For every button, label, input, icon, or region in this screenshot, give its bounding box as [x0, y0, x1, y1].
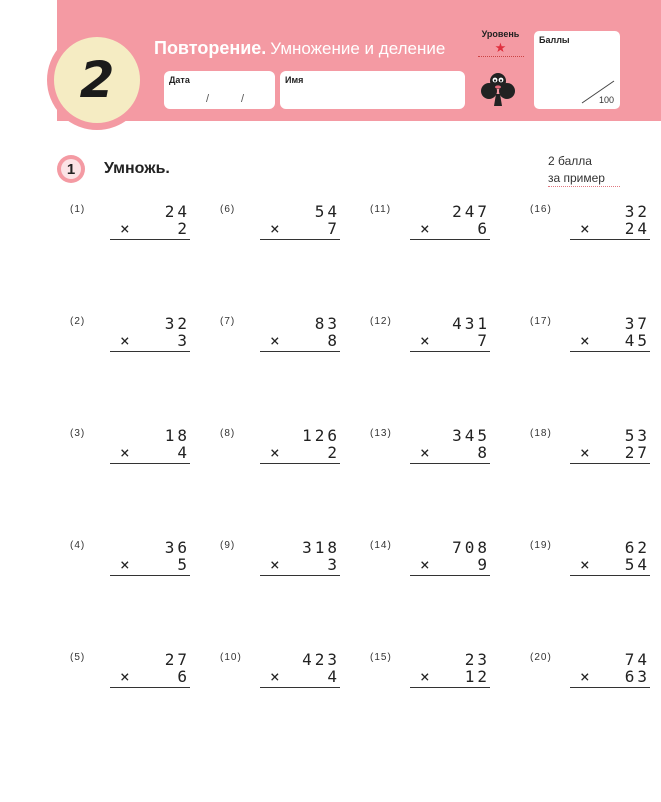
- times-sign: ×: [420, 555, 430, 574]
- problem-number: (5): [70, 652, 86, 663]
- problem-number: (1): [70, 204, 86, 215]
- multiplicand: 54: [314, 202, 340, 221]
- multiplier: 9: [477, 555, 490, 574]
- multiplicand: 318: [302, 538, 340, 557]
- multiplicand: 37: [624, 314, 650, 333]
- times-sign: ×: [420, 331, 430, 350]
- times-sign: ×: [270, 331, 280, 350]
- multiplier-line: [570, 667, 650, 688]
- date-separator: /: [206, 93, 210, 105]
- multiplier-line: [570, 331, 650, 352]
- multiplier: 27: [624, 443, 650, 462]
- problem-number: (9): [220, 540, 236, 551]
- multiplier-line: [260, 443, 340, 464]
- problem-item: [70, 650, 190, 686]
- problem-item: [370, 202, 490, 238]
- lesson-number-badge: [47, 30, 147, 130]
- multiplier: 8: [477, 443, 490, 462]
- times-sign: ×: [420, 219, 430, 238]
- multiplicand: 27: [164, 650, 190, 669]
- multiplicand: 83: [314, 314, 340, 333]
- multiplicand: 24: [164, 202, 190, 221]
- problem-item: [530, 426, 650, 462]
- multiplier: 5: [177, 555, 190, 574]
- multiplier: 2: [327, 443, 340, 462]
- problem-number: (8): [220, 428, 236, 439]
- title-bold: Повторение.: [154, 38, 267, 58]
- multiplier: 24: [624, 219, 650, 238]
- multiplicand: 126: [302, 426, 340, 445]
- multiplier-line: [410, 555, 490, 576]
- problem-number: (17): [530, 316, 552, 327]
- times-sign: ×: [580, 331, 590, 350]
- times-sign: ×: [120, 443, 130, 462]
- times-sign: ×: [270, 443, 280, 462]
- multiplier-line: [260, 667, 340, 688]
- multiplicand: 423: [302, 650, 340, 669]
- problem-item: [530, 538, 650, 574]
- problem-number: (14): [370, 540, 392, 551]
- multiplier: 6: [177, 667, 190, 686]
- multiplicand: 431: [452, 314, 490, 333]
- times-sign: ×: [580, 667, 590, 686]
- problem-number: (13): [370, 428, 392, 439]
- level-divider: [478, 55, 524, 57]
- multiplier: 8: [327, 331, 340, 350]
- multiplicand: 708: [452, 538, 490, 557]
- problem-number: (18): [530, 428, 552, 439]
- times-sign: ×: [120, 331, 130, 350]
- times-sign: ×: [120, 555, 130, 574]
- multiplicand: 247: [452, 202, 490, 221]
- multiplicand: 36: [164, 538, 190, 557]
- problem-number: (3): [70, 428, 86, 439]
- times-sign: ×: [580, 555, 590, 574]
- multiplier-line: [410, 331, 490, 352]
- points-note: [548, 153, 620, 187]
- multiplier-line: [410, 667, 490, 688]
- problem-item: [220, 314, 340, 350]
- problem-item: [530, 314, 650, 350]
- multiplicand: 18: [164, 426, 190, 445]
- multiplier: 3: [327, 555, 340, 574]
- problem-item: [220, 538, 340, 574]
- multiplier-line: [110, 555, 190, 576]
- multiplier: 7: [327, 219, 340, 238]
- multiplier: 4: [177, 443, 190, 462]
- multiplicand: 345: [452, 426, 490, 445]
- multiplier-line: [110, 443, 190, 464]
- problem-item: [70, 538, 190, 574]
- title-subject: Умножение и деление: [270, 39, 446, 58]
- multiplier-line: [260, 219, 340, 240]
- multiplier-line: [570, 219, 650, 240]
- multiplier: 6: [477, 219, 490, 238]
- page-title: [154, 38, 445, 59]
- multiplier-line: [110, 219, 190, 240]
- problem-item: [530, 650, 650, 686]
- times-sign: ×: [580, 219, 590, 238]
- multiplicand: 74: [624, 650, 650, 669]
- name-field[interactable]: [280, 71, 465, 109]
- times-sign: ×: [420, 667, 430, 686]
- problem-item: [370, 538, 490, 574]
- star-icon: ★: [494, 40, 507, 55]
- lesson-number: 2: [79, 51, 115, 109]
- multiplier-line: [570, 443, 650, 464]
- problem-number: (16): [530, 204, 552, 215]
- problem-number: (4): [70, 540, 86, 551]
- problem-number: (20): [530, 652, 552, 663]
- date-separator: /: [241, 93, 245, 105]
- problem-item: [370, 650, 490, 686]
- multiplier-line: [110, 667, 190, 688]
- multiplier-line: [260, 331, 340, 352]
- multiplier: 4: [327, 667, 340, 686]
- problem-number: (11): [370, 204, 392, 215]
- problem-item: [370, 314, 490, 350]
- section-number-badge: [57, 155, 85, 183]
- problem-number: (10): [220, 652, 242, 663]
- times-sign: ×: [580, 443, 590, 462]
- score-box[interactable]: [534, 31, 620, 109]
- points-per: за пример: [548, 170, 620, 187]
- level-indicator: [473, 29, 528, 57]
- multiplicand: 62: [624, 538, 650, 557]
- problem-item: [220, 426, 340, 462]
- times-sign: ×: [270, 555, 280, 574]
- problem-number: (6): [220, 204, 236, 215]
- multiplier: 7: [477, 331, 490, 350]
- date-label: Дата: [169, 75, 190, 85]
- multiplicand: 32: [624, 202, 650, 221]
- multiplier-line: [570, 555, 650, 576]
- times-sign: ×: [270, 667, 280, 686]
- club-mascot-icon: [478, 70, 518, 110]
- problem-item: [70, 202, 190, 238]
- multiplicand: 53: [624, 426, 650, 445]
- problem-number: (19): [530, 540, 552, 551]
- problem-item: [70, 426, 190, 462]
- multiplier: 2: [177, 219, 190, 238]
- multiplicand: 32: [164, 314, 190, 333]
- multiplier-line: [260, 555, 340, 576]
- problem-item: [220, 650, 340, 686]
- times-sign: ×: [270, 219, 280, 238]
- times-sign: ×: [420, 443, 430, 462]
- problem-item: [530, 202, 650, 238]
- section-number: 1: [61, 159, 81, 179]
- multiplier: 45: [624, 331, 650, 350]
- section-title: Умножь.: [104, 160, 170, 177]
- multiplier-line: [110, 331, 190, 352]
- problem-number: (12): [370, 316, 392, 327]
- times-sign: ×: [120, 219, 130, 238]
- multiplicand: 23: [464, 650, 490, 669]
- problem-item: [370, 426, 490, 462]
- points-value: 2 балла: [548, 154, 592, 168]
- problem-number: (15): [370, 652, 392, 663]
- date-field[interactable]: [164, 71, 275, 109]
- multiplier: 54: [624, 555, 650, 574]
- score-max: 100: [598, 95, 614, 105]
- multiplier: 12: [464, 667, 490, 686]
- problem-item: [220, 202, 340, 238]
- multiplier-line: [410, 443, 490, 464]
- level-label: Уровень: [481, 29, 520, 39]
- times-sign: ×: [120, 667, 130, 686]
- problem-number: (2): [70, 316, 86, 327]
- problem-number: (7): [220, 316, 236, 327]
- problem-item: [70, 314, 190, 350]
- multiplier-line: [410, 219, 490, 240]
- name-label: Имя: [285, 75, 304, 85]
- multiplier: 63: [624, 667, 650, 686]
- score-label: Баллы: [539, 35, 570, 45]
- multiplier: 3: [177, 331, 190, 350]
